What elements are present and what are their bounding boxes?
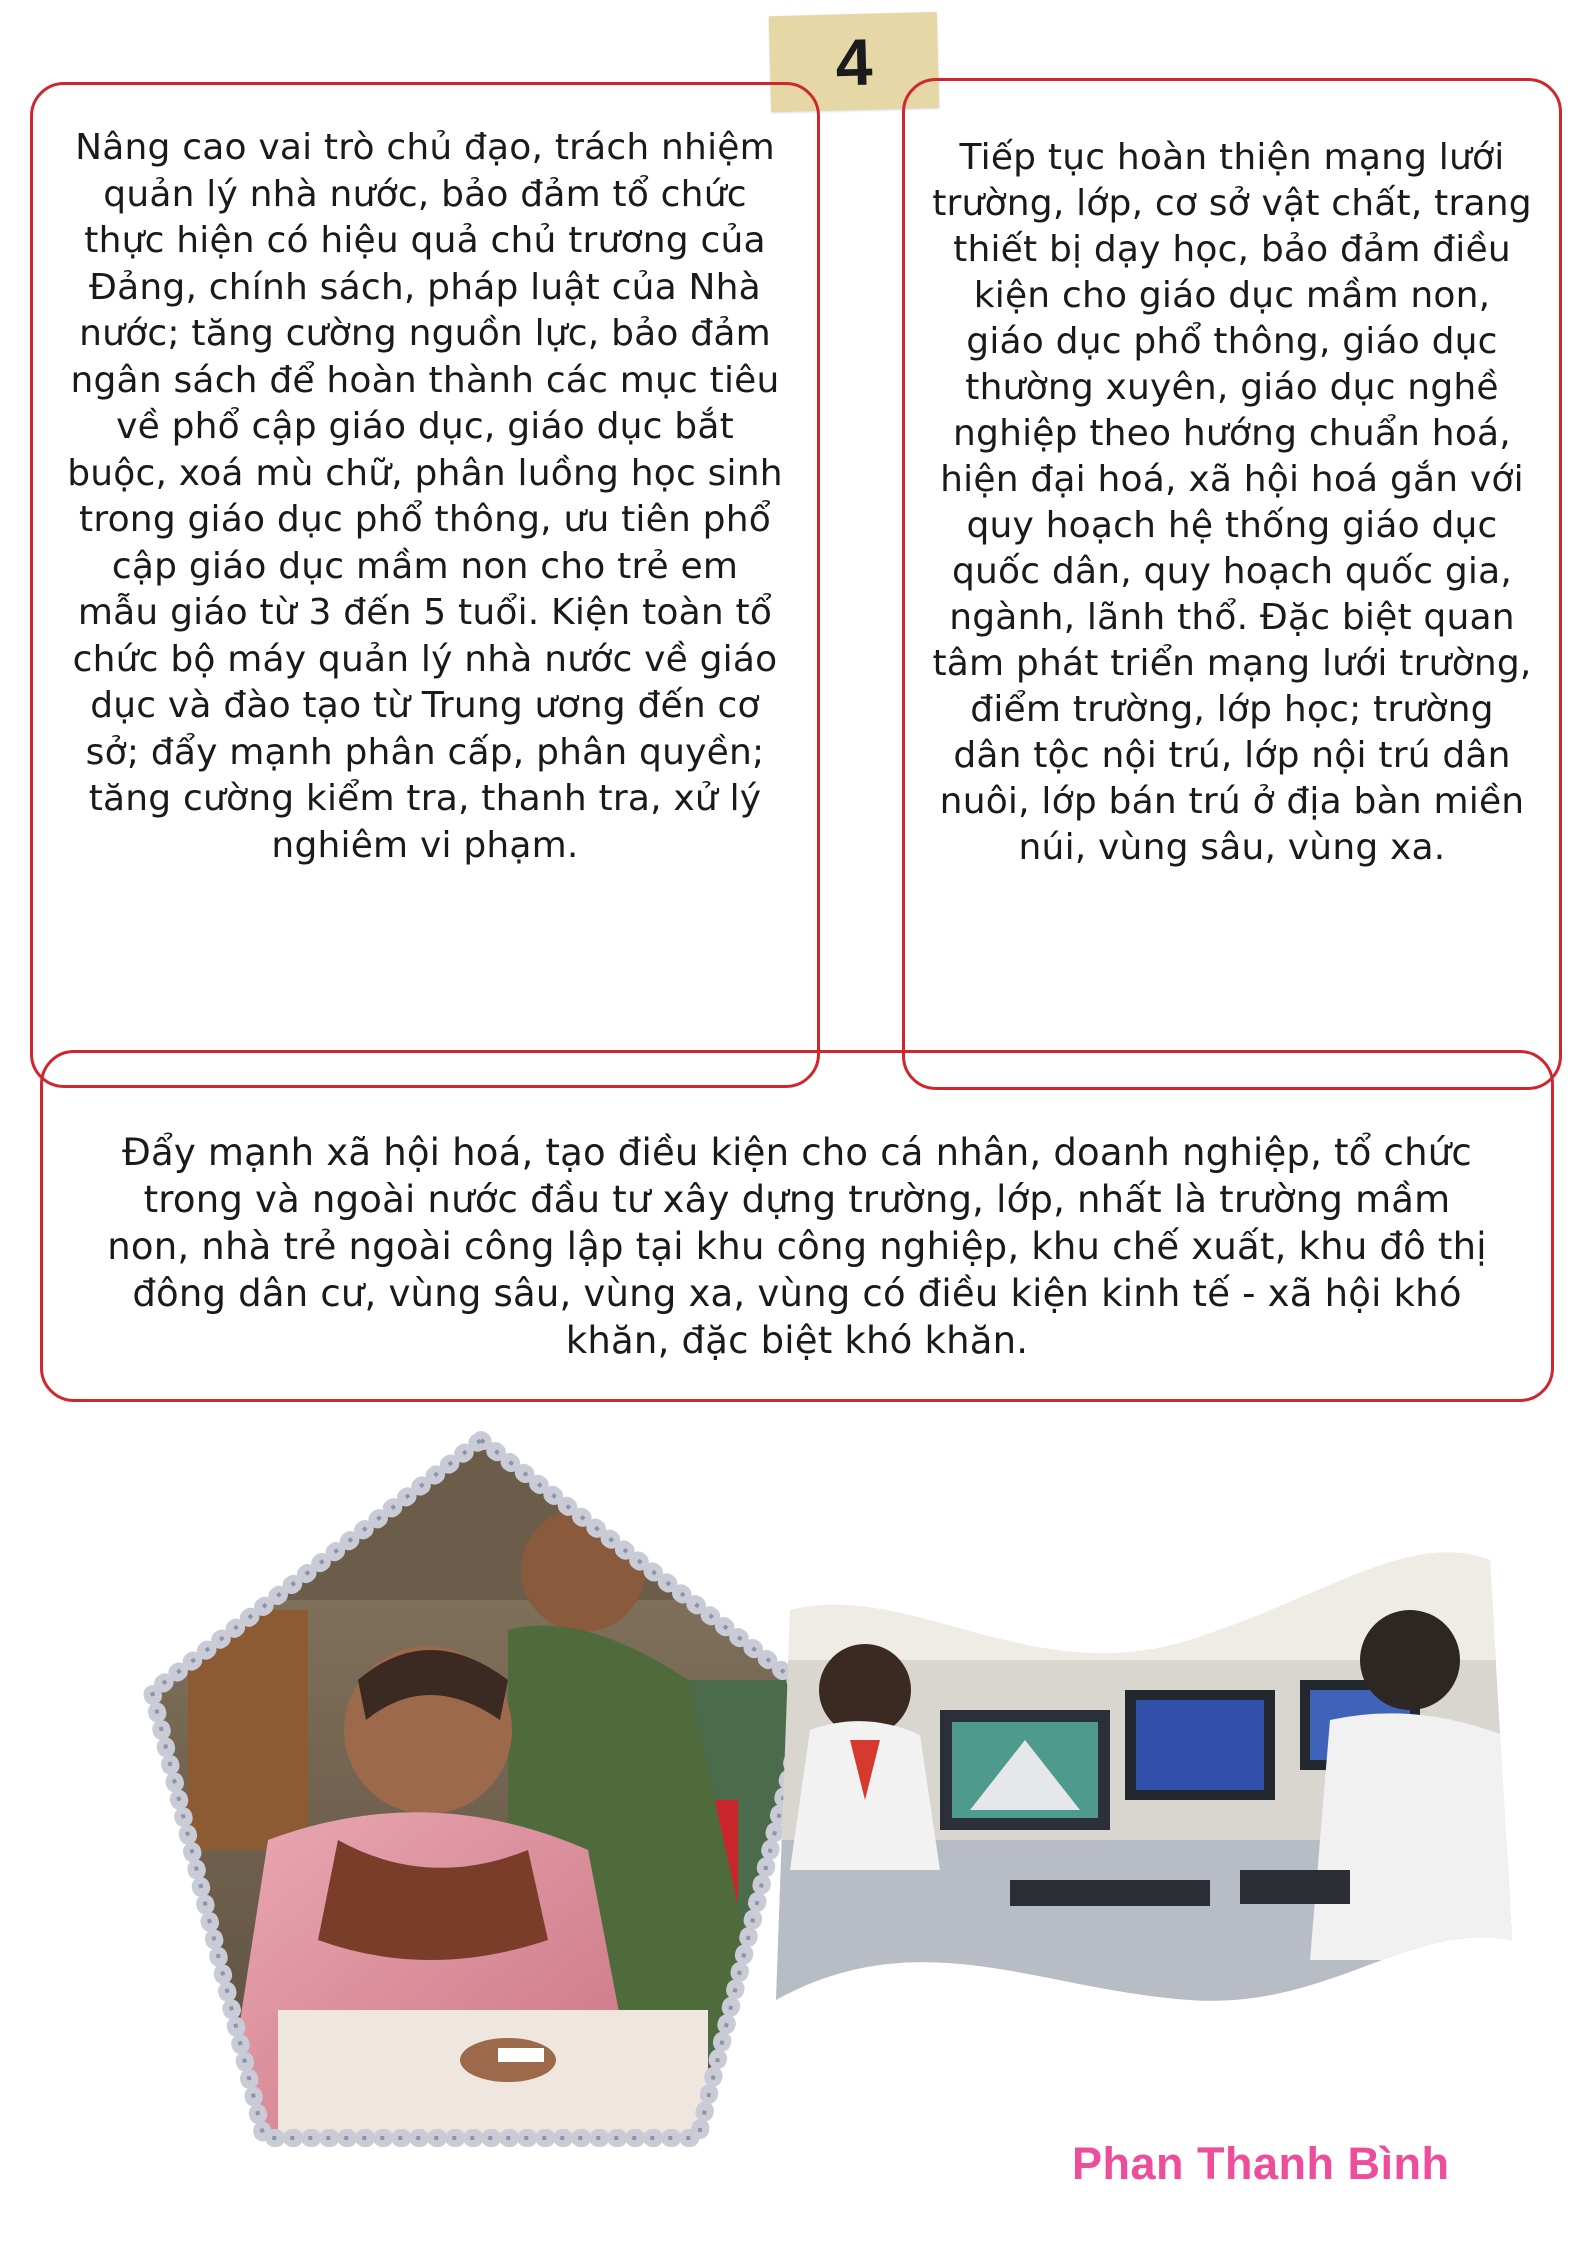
text-box-bottom xyxy=(40,1050,1554,1402)
page-number: 4 xyxy=(834,24,874,100)
text-box-right xyxy=(902,78,1562,1090)
text-box-left xyxy=(30,82,820,1088)
right-paragraph: Tiếp tục hoàn thiện mạng lưới trường, lớp, cơ sở vật chất, trang thiết bị dạy học, bảo đảm điều kiện cho giáo dục mầm non, giáo dục phổ thông, giáo dục thường xuyên, giáo dục nghề nghiệp theo hướng chuẩn hoá, hiện đại hoá, xã hội hoá gắn với quy hoạch hệ thống giáo dục quốc dân, quy hoạch quốc gia, ngành, lãnh thổ. Đặc biệt quan tâm phát triển mạng lưới trường, điểm trường, lớp học; trường dân tộc nội trú, lớp nội trú dân nuôi, lớp bán trú ở địa bàn miền núi, vùng sâu, vùng xa. xyxy=(932,137,1532,868)
author-name: Phan Thanh Bình xyxy=(1072,2138,1450,2189)
left-paragraph: Nâng cao vai trò chủ đạo, trách nhiệm quản lý nhà nước, bảo đảm tổ chức thực hiện có hiệu quả chủ trương của Đảng, chính sách, pháp luật của Nhà nước; tăng cường nguồn lực, bảo đảm ngân sách để hoàn thành các mục tiêu về phổ cập giáo dục, giáo dục bắt buộc, xoá mù chữ, phân luồng học sinh trong giáo dục phổ thông, ưu tiên phổ cập giáo dục mầm non cho trẻ em mẫu giáo từ 3 đến 5 tuổi. Kiện toàn tổ chức bộ máy quản lý nhà nước về giáo dục và đào tạo từ Trung ương đến cơ sở; đẩy mạnh phân cấp, phân quyền; tăng cường kiểm tra, thanh tra, xử lý nghiêm vi phạm. xyxy=(67,127,783,866)
pentagon-photo xyxy=(128,1420,834,2164)
bottom-paragraph: Đẩy mạnh xã hội hoá, tạo điều kiện cho cá nhân, doanh nghiệp, tổ chức trong và ngoài nước đầu tư xây dựng trường, lớp, nhất là trường mầm non, nhà trẻ ngoài công lập tại khu công nghiệp, khu chế xuất, khu đô thị đông dân cư, vùng sâu, vùng xa, vùng có điều kiện kinh tế - xã hội khó khăn, đặc biệt khó khăn. xyxy=(107,1131,1487,1362)
pentagon-photo-art xyxy=(128,1420,834,2164)
wave-photo-art xyxy=(770,1540,1515,2030)
wave-photo xyxy=(770,1540,1515,2030)
